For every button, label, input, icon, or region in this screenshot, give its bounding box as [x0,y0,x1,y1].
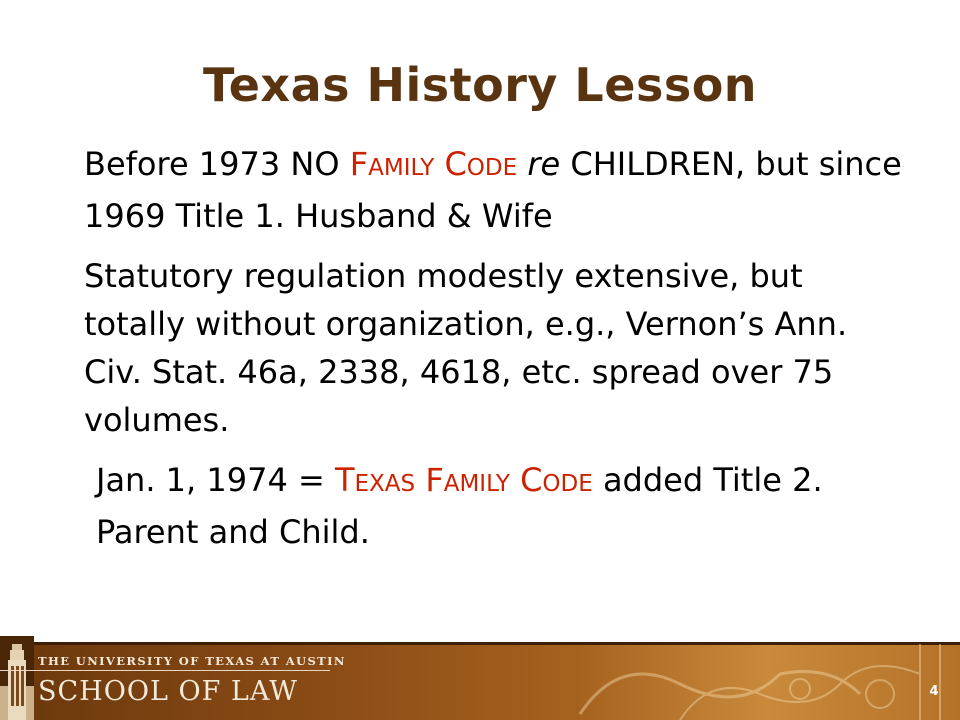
small-caps-rest: AMILY [443,471,510,497]
re-italic: re [527,145,561,183]
slide-title: Texas History Lesson [202,58,758,112]
footer-divider [0,670,330,671]
paragraph-statutory: Statutory regulation modestly extensive, but totally without organization, e.g., Vernon’s Ann. Civ. Stat. 46a, 2338, 4618, etc. spread over 75 volumes. [84,257,848,439]
small-caps-rest: ODE [466,155,518,181]
small-caps-initial: F [425,461,444,499]
small-caps-rest: EXAS [354,471,416,497]
page-number: 4 [929,684,939,699]
ornament-decoration [560,644,960,720]
text-segment: CHILDREN, but since 1969 Title 1. Husband & Wife [84,145,902,235]
small-caps-initial: F [349,145,369,183]
small-caps-initial: C [444,145,467,183]
paragraph-family-code [84,140,904,240]
small-caps-rest: AMILY [368,155,435,181]
slide-body [84,140,904,568]
ut-tower-icon [0,636,34,720]
school-name: SCHOOL OF LAW [38,676,299,707]
text-segment: Before 1973 NO [84,145,350,183]
small-caps-initial: T [334,461,355,499]
text-segment: added Title 2. Parent and Child. [96,461,823,551]
small-caps-initial: C [520,461,543,499]
family-code-term [350,145,517,183]
university-name: THE UNIVERSITY OF TEXAS AT AUSTIN [38,654,346,668]
small-caps-rest: ODE [542,471,593,497]
paragraph-texas-family-code [84,456,904,556]
text-segment: Jan. 1, 1974 = [96,461,335,499]
texas-family-code-term [335,461,593,499]
